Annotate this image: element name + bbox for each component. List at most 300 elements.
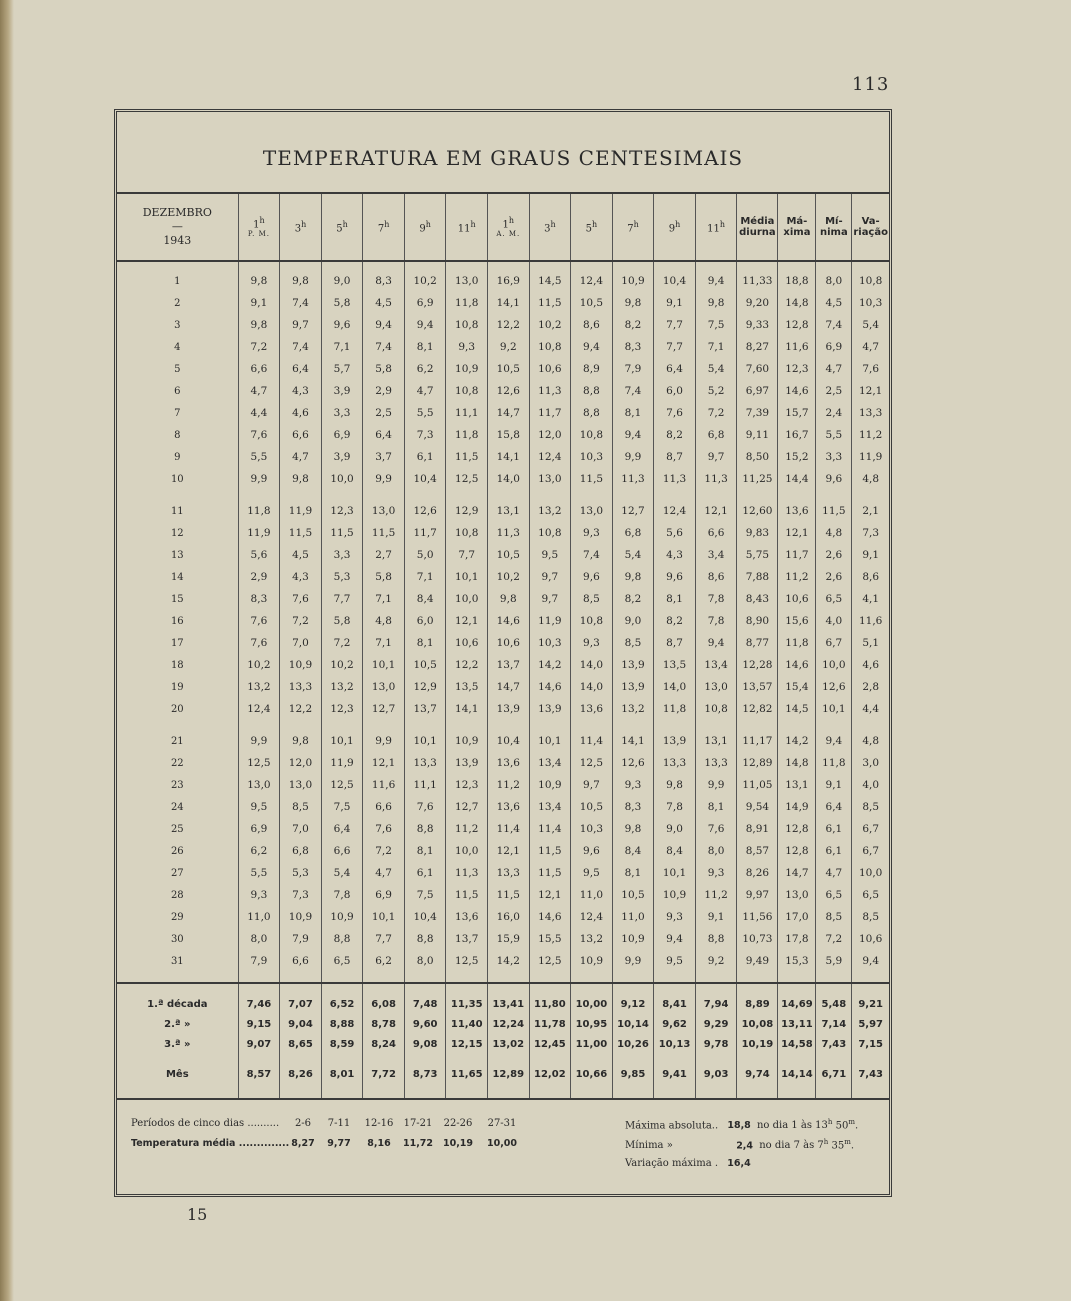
spacer-cell [363, 261, 405, 270]
temperature-cell: 10,2 [238, 654, 280, 676]
temperature-cell: 13,7 [404, 698, 446, 720]
temperature-cell: 13,3 [280, 676, 322, 698]
hour-suffix: h [719, 219, 726, 229]
variacao-header-line: Va- [861, 216, 880, 227]
temperature-cell: 8,5 [612, 632, 654, 654]
temperature-cell: 6,1 [404, 862, 446, 884]
temperature-cell: 8,1 [654, 588, 696, 610]
temperature-cell: 8,1 [404, 336, 446, 358]
temperature-cell: 15,8 [488, 424, 530, 446]
spacer-cell [238, 261, 280, 270]
spacer-cell [852, 972, 889, 983]
spacer-cell [446, 1054, 488, 1064]
temperature-cell: 11,2 [695, 884, 737, 906]
temperature-cell: 9,9 [695, 774, 737, 796]
temperature-cell: 11,3 [654, 468, 696, 490]
temperature-cell: 5,0 [404, 544, 446, 566]
spacer-cell [404, 1054, 446, 1064]
temperature-cell: 6,2 [238, 840, 280, 862]
temperature-cell: 14,6 [778, 380, 816, 402]
temperature-cell: 10,1 [816, 698, 852, 720]
temperature-cell: 7,8 [654, 796, 696, 818]
spacer-cell [816, 1084, 852, 1099]
spacer-cell [117, 1054, 238, 1064]
temperature-cell: 11,6 [778, 336, 816, 358]
temperature-cell: 11,5 [529, 862, 571, 884]
spacer-row [117, 972, 889, 983]
temperature-cell: 7,48 [404, 994, 446, 1014]
row-label: 1.ª década [117, 994, 238, 1014]
hour-suffix: h [592, 219, 598, 229]
temperature-cell: 4,8 [862, 473, 880, 485]
temperature-cell: 17,0 [778, 906, 816, 928]
temperature-cell: 6,2 [404, 358, 446, 380]
variacao-maxima-label: Variação máxima . [625, 1158, 719, 1169]
spacer-row [117, 720, 889, 730]
spacer-cell [238, 490, 280, 500]
temperature-cell: 6,9 [238, 818, 280, 840]
row-label: 4 [117, 336, 238, 358]
row-label: 15 [117, 588, 238, 610]
spacer-cell [446, 972, 488, 983]
temperature-cell: 5,5 [816, 424, 852, 446]
temperature-cell: 10,95 [571, 1014, 613, 1034]
hour-suffix: h [470, 219, 476, 229]
temperature-cell: 13,9 [446, 752, 488, 774]
temperature-cell: 11,4 [488, 818, 530, 840]
temperature-cell: 15,4 [778, 676, 816, 698]
temperature-cell: 12,3 [446, 774, 488, 796]
temperatura-media-value: 8,27 [291, 1138, 315, 1149]
temperature-cell: 11,5 [529, 840, 571, 862]
temperature-cell: 6,5 [321, 950, 363, 972]
spacer-cell [321, 983, 363, 994]
temperature-cell: 12,7 [446, 796, 488, 818]
temperature-cell: 2,5 [816, 380, 852, 402]
spacer-cell [612, 490, 654, 500]
temperature-cell: 6,8 [612, 522, 654, 544]
temperatura-media-value: 11,72 [402, 1138, 434, 1149]
temperature-cell: 11,5 [571, 468, 613, 490]
temperature-cell: 5,97 [858, 1018, 883, 1030]
temperature-cell: 10,9 [654, 884, 696, 906]
temperature-cell: 14,14 [778, 1064, 816, 1084]
spacer-cell [363, 490, 405, 500]
temperature-cell: 7,4 [280, 336, 322, 358]
minima-row: Mínima » 2,4 no dia 7 às 7$^h$ 35$^m$. [625, 1138, 855, 1152]
temperature-cell: 9,9 [612, 950, 654, 972]
temperature-cell: 9,2 [488, 336, 530, 358]
temperature-cell: 10,8 [695, 698, 737, 720]
temperature-cell: 10,1 [363, 654, 405, 676]
temperature-cell: 7,4 [612, 380, 654, 402]
temperature-cell: 9,1 [654, 292, 696, 314]
day-row [117, 336, 889, 358]
temperature-cell: 7,43 [816, 1034, 852, 1054]
day-row [117, 676, 889, 698]
spacer-cell [737, 1054, 778, 1064]
decade-row [117, 1014, 889, 1034]
hour-header [238, 194, 280, 261]
temperature-cell: 11,3 [488, 522, 530, 544]
temperature-cell: 8,4 [612, 840, 654, 862]
spacer-cell [612, 720, 654, 730]
temperature-cell: 10,8 [571, 424, 613, 446]
table-title: TEMPERATURA EM GRAUS CENTESIMAIS [262, 146, 744, 170]
spacer-cell [571, 720, 613, 730]
temperature-cell: 6,2 [363, 950, 405, 972]
temperature-cell: 12,0 [280, 752, 322, 774]
temperature-cell: 9,2 [695, 950, 737, 972]
period-label: P. M. [247, 230, 270, 239]
temperature-cell: 10,8 [446, 380, 488, 402]
temperature-cell: 13,6 [446, 906, 488, 928]
temperature-cell: 13,41 [488, 994, 530, 1014]
row-label: 18 [117, 654, 238, 676]
spacer-cell [321, 261, 363, 270]
hour-suffix: h [425, 219, 431, 229]
hour-label: 3 [294, 223, 302, 235]
temperature-cell: 7,6 [238, 424, 280, 446]
temperature-cell: 7,7 [446, 544, 488, 566]
temperature-cell: 9,1 [695, 906, 737, 928]
temperature-cell: 13,0 [529, 468, 571, 490]
spacer-cell [816, 490, 852, 500]
hour-header [363, 194, 405, 261]
spacer-cell [816, 1054, 852, 1064]
temperature-cell: 12,3 [778, 358, 816, 380]
temperature-cell: 2,6 [816, 566, 852, 588]
temperature-cell: 10,4 [404, 468, 446, 490]
temperature-cell: 4,5 [363, 292, 405, 314]
hour-label: 11 [457, 223, 471, 235]
temperature-cell: 10,1 [446, 566, 488, 588]
temperature-cell: 6,6 [321, 840, 363, 862]
hour-header [446, 194, 488, 261]
temperature-cell: 14,1 [488, 446, 530, 468]
hour-label: 7 [377, 223, 385, 235]
temperature-cell: 11,8 [654, 698, 696, 720]
temperature-cell: 9,15 [238, 1014, 280, 1034]
row-label: 1 [117, 270, 238, 292]
temperature-cell: 5,8 [321, 610, 363, 632]
temperature-cell: 8,65 [280, 1034, 322, 1054]
temperature-cell: 7,14 [816, 1014, 852, 1034]
temperature-cell: 10,00 [571, 994, 613, 1014]
row-label: 23 [117, 774, 238, 796]
temperature-cell: 4,7 [816, 358, 852, 380]
temperature-cell: 11,6 [363, 774, 405, 796]
temperature-cell: 12,5 [529, 950, 571, 972]
spacer-cell [529, 261, 571, 270]
temperature-cell: 11,7 [529, 402, 571, 424]
temperature-cell: 12,2 [280, 698, 322, 720]
temperature-cell: 15,9 [488, 928, 530, 950]
temperature-cell: 12,4 [529, 446, 571, 468]
temperature-cell: 9,8 [280, 270, 322, 292]
spacer-cell [737, 972, 778, 983]
spacer-cell [654, 490, 696, 500]
minima-header [816, 194, 852, 261]
hour-label: 9 [668, 223, 676, 235]
temperature-cell: 12,1 [778, 522, 816, 544]
temperature-cell: 3,0 [862, 757, 880, 769]
temperature-cell: 11,0 [571, 884, 613, 906]
temperature-cell: 12,8 [778, 840, 816, 862]
spacer-cell [488, 1084, 530, 1099]
table-body [117, 261, 889, 1099]
temperature-cell: 8,1 [404, 632, 446, 654]
temperature-cell: 10,1 [321, 730, 363, 752]
temperature-cell: 8,41 [654, 994, 696, 1014]
spacer-cell [737, 261, 778, 270]
temperature-cell: 11,9 [321, 752, 363, 774]
temperature-cell: 9,41 [654, 1064, 696, 1084]
temperature-cell: 7,1 [404, 566, 446, 588]
spacer-cell [816, 983, 852, 994]
maxima-absoluta-m: m [848, 1118, 855, 1126]
temperature-cell: 11,5 [529, 292, 571, 314]
row-label: 6 [117, 380, 238, 402]
temperature-cell: 7,7 [654, 336, 696, 358]
row-label: 27 [117, 862, 238, 884]
media-diurna-header [737, 194, 778, 261]
temperature-cell: 12,5 [321, 774, 363, 796]
hour-header [529, 194, 571, 261]
temperature-cell: 10,1 [363, 906, 405, 928]
day-row [117, 862, 889, 884]
temperature-cell: 8,1 [612, 862, 654, 884]
temperature-cell: 11,3 [612, 468, 654, 490]
temperature-cell: 9,0 [654, 818, 696, 840]
temperature-cell: 10,3 [571, 818, 613, 840]
row-label: 28 [117, 884, 238, 906]
temperature-cell: 12,1 [695, 500, 737, 522]
temperature-cell: 11,2 [778, 566, 816, 588]
temperature-cell: 9,4 [695, 632, 737, 654]
spacer-cell [280, 720, 322, 730]
day-row [117, 566, 889, 588]
temperature-cell: 9,4 [816, 730, 852, 752]
temperature-cell: 8,5 [571, 588, 613, 610]
temperature-cell: 3,9 [321, 446, 363, 468]
spacer-cell [238, 983, 280, 994]
temperature-cell: 9,0 [321, 270, 363, 292]
temperature-cell: 11,5 [446, 884, 488, 906]
temperature-cell: 7,7 [654, 314, 696, 336]
temperature-cell: 8,1 [695, 796, 737, 818]
temperature-cell: 8,27 [737, 336, 778, 358]
temperature-cell: 10,9 [446, 358, 488, 380]
spacer-cell [612, 983, 654, 994]
temperature-cell: 8,8 [571, 380, 613, 402]
temperature-cell: 11,40 [446, 1014, 488, 1034]
temperature-cell: 8,26 [280, 1064, 322, 1084]
temperature-cell: 5,5 [238, 862, 280, 884]
temperature-cell: 9,03 [695, 1064, 737, 1084]
periodo-value: 22-26 [443, 1118, 473, 1129]
temperature-cell: 6,97 [737, 380, 778, 402]
temperature-cell: 5,8 [363, 566, 405, 588]
temperature-cell: 11,25 [737, 468, 778, 490]
temperature-cell: 9,08 [404, 1034, 446, 1054]
temperature-cell: 15,3 [778, 950, 816, 972]
temperature-cell: 9,7 [571, 774, 613, 796]
row-label: 5 [117, 358, 238, 380]
temperature-cell: 13,9 [612, 676, 654, 698]
temperature-cell: 9,8 [280, 468, 322, 490]
temperature-cell: 11,3 [529, 380, 571, 402]
spacer-cell [238, 972, 280, 983]
temperature-cell: 10,9 [571, 950, 613, 972]
temperature-cell: 17,8 [778, 928, 816, 950]
temperature-cell: 10,66 [571, 1064, 613, 1084]
minima-m: m [844, 1138, 851, 1146]
temperature-cell: 7,60 [737, 358, 778, 380]
temperature-cell: 9,8 [695, 292, 737, 314]
spacer-cell [529, 720, 571, 730]
row-label: 13 [117, 544, 238, 566]
periodo-value: 12-16 [364, 1118, 394, 1129]
temperature-cell: 11,1 [446, 402, 488, 424]
temperature-cell: 10,73 [737, 928, 778, 950]
temperature-cell: 14,2 [529, 654, 571, 676]
spacer-cell [654, 983, 696, 994]
temperature-cell: 3,3 [816, 446, 852, 468]
spacer-cell [117, 983, 238, 994]
temperature-cell: 7,9 [280, 928, 322, 950]
spacer-cell [321, 720, 363, 730]
temperature-cell: 2,6 [816, 544, 852, 566]
temperature-cell: 9,07 [238, 1034, 280, 1054]
day-row [117, 314, 889, 336]
spacer-cell [695, 490, 737, 500]
temperature-cell: 9,1 [238, 292, 280, 314]
spacer-cell [654, 261, 696, 270]
spacer-cell [571, 1084, 613, 1099]
temperature-cell: 8,89 [737, 994, 778, 1014]
temperature-cell: 9,8 [612, 566, 654, 588]
maxima-header [778, 194, 816, 261]
temperature-cell: 12,1 [858, 385, 883, 397]
day-row [117, 928, 889, 950]
temperature-cell: 14,58 [778, 1034, 816, 1054]
temperature-cell: 11,9 [280, 500, 322, 522]
temperature-cell: 8,3 [612, 336, 654, 358]
temperature-cell: 12,8 [778, 314, 816, 336]
variacao-maxima-value: 16,4 [727, 1158, 751, 1169]
temperature-cell: 2,5 [363, 402, 405, 424]
row-label: 24 [117, 796, 238, 818]
temperature-cell: 12,2 [488, 314, 530, 336]
temperature-cell: 7,6 [238, 610, 280, 632]
temperature-cell: 13,2 [238, 676, 280, 698]
spacer-row [117, 261, 889, 270]
temperature-cell: 9,5 [571, 862, 613, 884]
spacer-cell [737, 983, 778, 994]
temperature-cell: 13,3 [488, 862, 530, 884]
temperature-cell: 10,3 [529, 632, 571, 654]
temperature-cell: 4,7 [238, 380, 280, 402]
spacer-cell [737, 720, 778, 730]
temperature-cell: 8,01 [321, 1064, 363, 1084]
hour-header [321, 194, 363, 261]
spacer-cell [363, 720, 405, 730]
minima-header-line: Mí- [825, 216, 843, 227]
temperature-cell: 2,9 [238, 566, 280, 588]
temperature-cell: 14,8 [778, 292, 816, 314]
row-label: 3 [117, 314, 238, 336]
temperature-cell: 9,4 [571, 336, 613, 358]
spacer-cell [529, 1084, 571, 1099]
temperature-cell: 5,48 [816, 994, 852, 1014]
temperature-cell: 5,5 [238, 446, 280, 468]
temperature-cell: 7,4 [363, 336, 405, 358]
day-row [117, 446, 889, 468]
spacer-cell [446, 983, 488, 994]
temperatura-media-value: 10,00 [486, 1138, 518, 1149]
day-row [117, 292, 889, 314]
temperature-cell: 13,2 [612, 698, 654, 720]
row-label: 17 [117, 632, 238, 654]
temperature-cell: 10,0 [446, 840, 488, 862]
temperature-cell: 13,1 [778, 774, 816, 796]
temperature-cell: 11,3 [695, 468, 737, 490]
temperature-cell: 14,6 [778, 654, 816, 676]
temperature-cell: 10,6 [446, 632, 488, 654]
temperature-cell: 5,2 [695, 380, 737, 402]
temperature-cell: 12,15 [446, 1034, 488, 1054]
temperature-cell: 13,02 [488, 1034, 530, 1054]
temperature-cell: 4,0 [862, 779, 880, 791]
row-label: 8 [117, 424, 238, 446]
minima-label: Mínima » [625, 1140, 673, 1152]
hour-suffix: h [301, 219, 307, 229]
day-row [117, 468, 889, 490]
temperature-cell: 7,2 [321, 632, 363, 654]
maxima-header-line: xima [783, 227, 811, 238]
spacer-cell [117, 1084, 238, 1099]
spacer-cell [280, 972, 322, 983]
temperature-cell: 12,24 [488, 1014, 530, 1034]
temperature-cell: 4,7 [816, 862, 852, 884]
temperature-cell: 12,6 [612, 752, 654, 774]
temperature-cell: 7,2 [695, 402, 737, 424]
temperature-cell: 12,1 [363, 752, 405, 774]
temperature-cell: 11,78 [529, 1014, 571, 1034]
temperature-cell: 8,1 [404, 840, 446, 862]
temperature-cell: 6,4 [816, 796, 852, 818]
temperature-cell: 13,1 [695, 730, 737, 752]
row-label: 3.ª » [117, 1034, 238, 1054]
temperature-cell: 14,9 [778, 796, 816, 818]
hour-header [612, 194, 654, 261]
spacer-cell [404, 972, 446, 983]
temperature-cell: 11,65 [446, 1064, 488, 1084]
temperature-cell: 7,1 [363, 588, 405, 610]
temperature-cell: 7,5 [695, 314, 737, 336]
temperature-cell: 7,4 [280, 292, 322, 314]
temperature-cell: 6,5 [816, 588, 852, 610]
temperature-cell: 12,1 [446, 610, 488, 632]
temperature-cell: 9,4 [654, 928, 696, 950]
temperature-cell: 14,2 [778, 730, 816, 752]
title-box [117, 112, 889, 194]
temperature-cell: 10,5 [488, 358, 530, 380]
minima-h: h [823, 1138, 829, 1146]
temperature-cell: 7,8 [321, 884, 363, 906]
temperature-cell: 13,3 [858, 407, 883, 419]
